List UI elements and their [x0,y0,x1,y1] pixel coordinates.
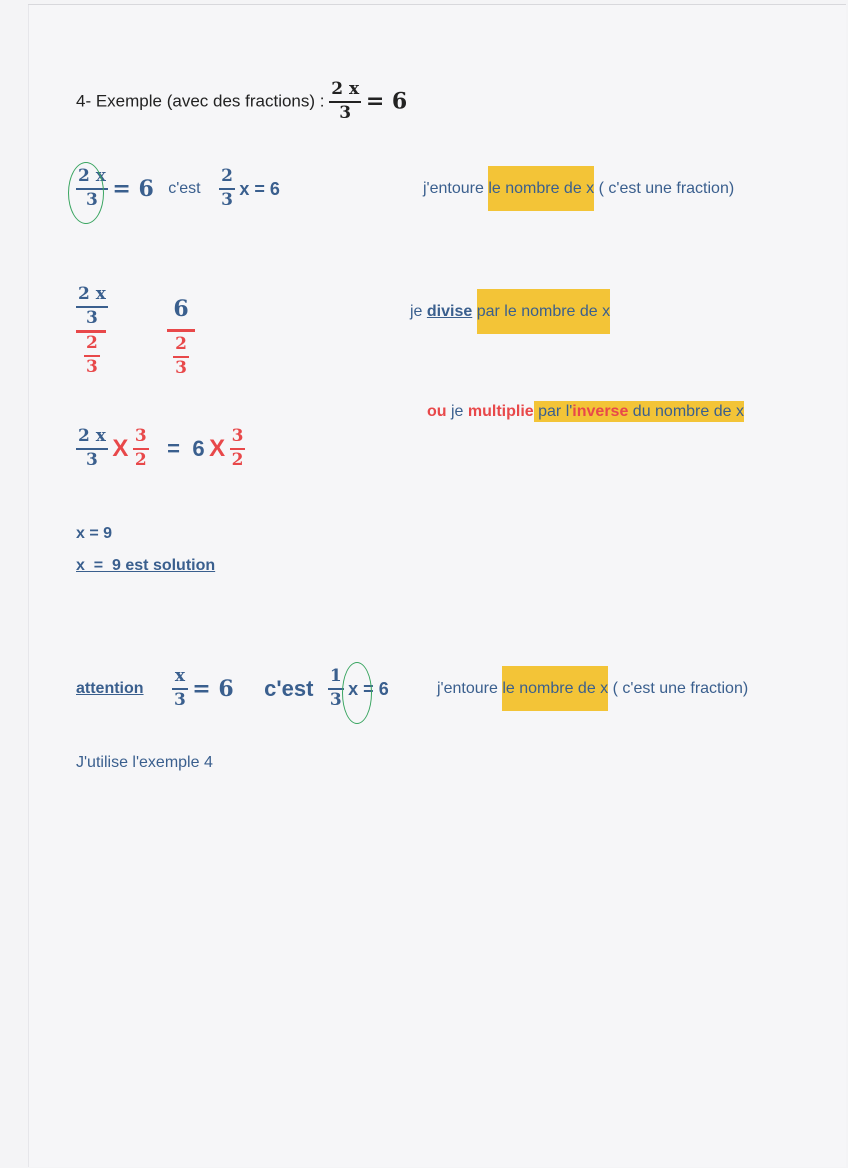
row2-note: je divise par le nombre de x [410,301,610,323]
row1-highlight: le nombre de x [488,166,594,211]
row1-rhs: = 6 [112,176,154,202]
attention-note: j'entoure le nombre de x ( c'est une fraction) [437,678,748,700]
title-frac-den: 3 [339,102,352,123]
row1-equation [76,162,280,216]
title-text: 4- Exemple (avec des fractions) : [76,91,330,111]
row1-num-x: x [95,166,106,187]
title-line [76,76,407,127]
footer-text: J'utilise l'exemple 4 [76,754,213,771]
attention-label: attention [76,680,144,697]
row2-right-fraction: $\frac{6}{\frac{2}{3}}$ [167,298,195,378]
attention-row: attention $\frac{x}{3}$ = 6 c'est $\frac{1}{3}$ x = 6 [76,666,389,710]
row1-den: 3 [86,190,98,210]
result-line1: x = 9 [76,525,113,542]
row3-note: ou je multiplie par l'inverse du nombre de x [427,403,744,420]
row1-circle-annotation [68,162,104,224]
row3-highlight: par l'inverse du nombre de x [533,403,744,420]
row2-left-fraction: $\frac{\frac{2 x}{3}}{\frac{2}{3}}$ [78,284,106,377]
row4-equation: $\frac{2 x}{3}$ X $\frac{3}{2}$ = 6 X $\frac{3}{2}$ [78,426,244,470]
title-rhs: = 6 [365,88,408,115]
row1-num: 2 [78,166,90,187]
row1-frac2: $\frac{2}{3}$ [221,166,233,210]
attention-circle-annotation [342,662,372,724]
title-fraction [329,78,361,123]
title-frac-num: 2 x [331,78,360,99]
row1-cest: c'est [168,180,201,197]
result-line2: x = 9 est solution [76,557,216,574]
row1-tail: x = 6 [239,179,280,199]
row2-highlight: par le nombre de x [477,289,610,334]
row1-note: j'entoure le nombre de x ( c'est une fraction) [423,178,734,200]
attention-highlight: le nombre de x [502,666,608,711]
divise-word: divise [426,303,473,320]
